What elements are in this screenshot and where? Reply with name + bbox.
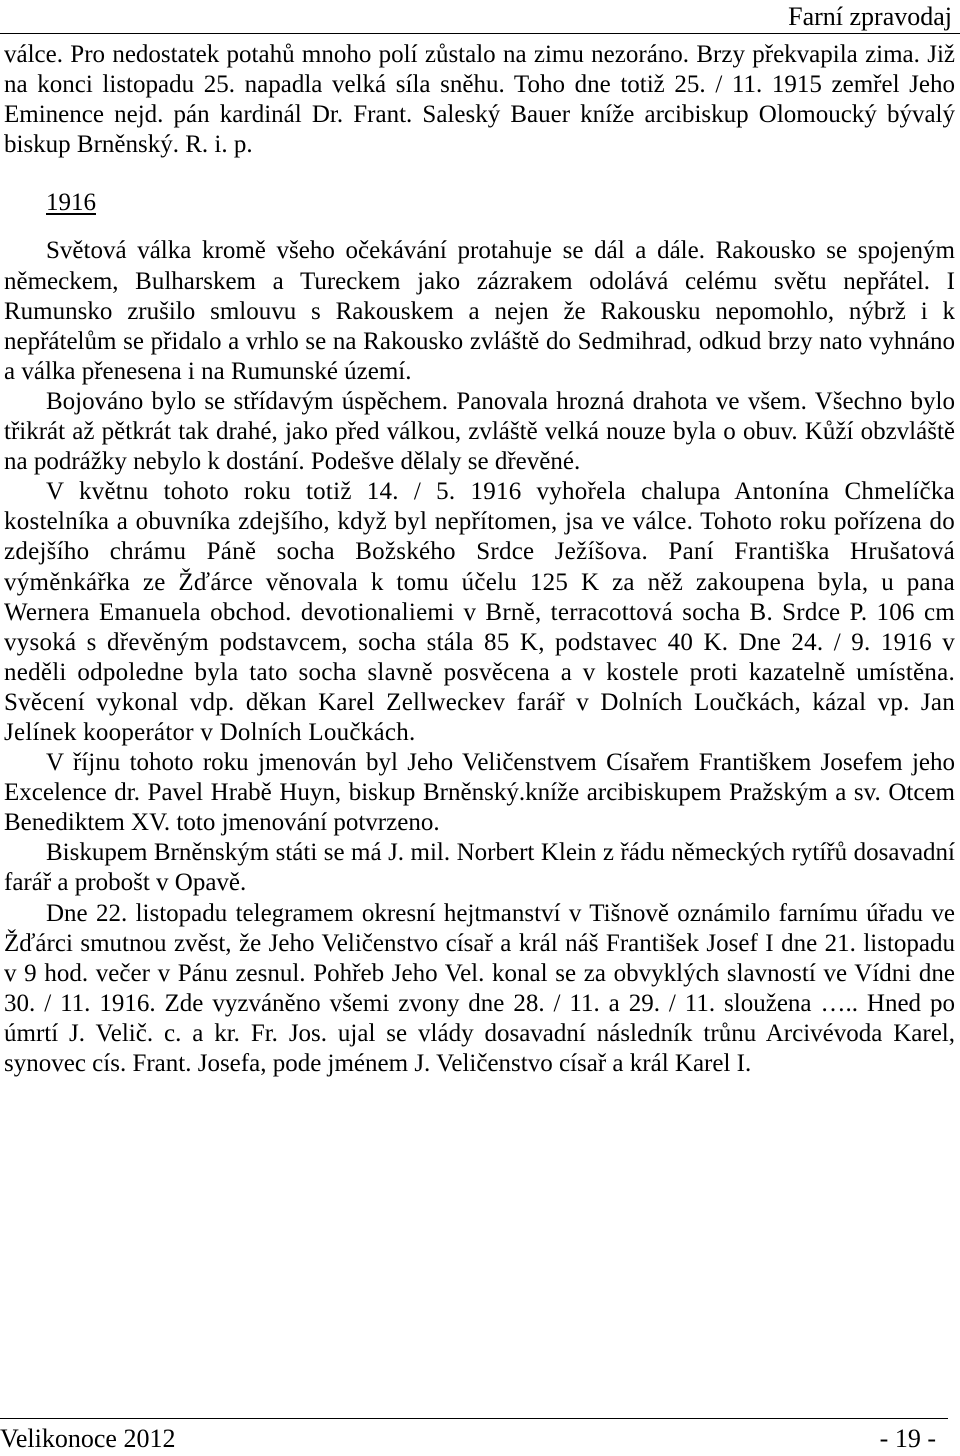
footer-rule: [0, 1418, 948, 1419]
paragraph-prices: Bojováno bylo se střídavým úspěchem. Panovala hrozná drahota ve všem. Všechno bylo třikrát až pětkrát tak drahé, jako před válkou, zvláště velká nouze byla o obuv. Kůží obzvláště na podrážky nebylo k dostání. Podešve dělaly se dřevěné.: [4, 387, 955, 476]
running-header: Farní zpravodaj: [788, 2, 952, 31]
paragraph-archbishop: V říjnu tohoto roku jmenován byl Jeho Veličenstvem Císařem Františkem Josefem jeho Excelence dr. Pavel Hrabě Huyn, biskup Brněnský.kníže arcibiskupem Pražským a sv. Otcem Benediktem XV. toto jmenování potvrzeno.: [4, 749, 955, 837]
paragraph-world-war: Světová válka kromě všeho očekávání protahuje se dál a dále. Rakousko se spojeným německem, Bulharskem a Tureckem jako zázrakem odolává celému světu nepřátel. I Rumunsko zrušilo smlouvu s Rakouskem a nejen že Rakousku nepomohlo, nýbrž i k nepřátelům se přidalo a vrhlo se na Rakousko zvláště do Sedmihrad, odkud brzy nato vyhnáno a válka přenesena i na Rumunské území.: [4, 237, 955, 385]
paragraph-bishop: Biskupem Brněnským státi se má J. mil. Norbert Klein z řádu německých rytířů dosavadní farář a probošt v Opavě.: [4, 839, 955, 897]
article-body: [4, 40, 955, 1079]
intro-paragraph: válce. Pro nedostatek potahů mnoho polí zůstalo na zimu nezoráno. Brzy překvapila zima. Již na konci listopadu 25. napadla velká síla sněhu. Toho dne totiž 25. / 11. 1915 zemřel Jeho Eminence nejd. pán kardinál Dr. Frant. Saleský Bauer kníže arcibiskup Olomoucký bývalý biskup Brněnský. R. i. p.: [4, 41, 955, 159]
year-heading: 1916: [46, 189, 96, 217]
page-number: - 19 -: [879, 1424, 936, 1453]
footer-issue: Velikonoce 2012: [0, 1424, 176, 1453]
paragraph-emperor: Dne 22. listopadu telegramem okresní hejtmanství v Tišnově oznámilo farnímu úřadu ve Žďárci smutnou zvěst, že Jeho Veličenstvo císař a král náš František Josef I dne 21. listopadu v 9 hod. večer v Pánu zesnul. Pohřeb Jeho Vel. konal se za obvyklých slavností ve Vídni dne 30. / 11. 1916. Zde vyzváněno všemi zvony dne 28. / 11. a 29. / 11. sloužena ….. Hned po úmrtí J. Velič. c. a kr. Fr. Jos. ujal se vlády dosavadní následník trůnu Arcivévoda Karel, synovec cís. Frant. Josefa, pode jménem J. Veličenstvo císař a král Karel I.: [4, 899, 955, 1077]
paragraph-statue: V květnu tohoto roku totiž 14. / 5. 1916 vyhořela chalupa Antonína Chmelíčka kostelníka a obuvníka zdejšího, když byl nepřítomen, jsa ve válce. Tohoto roku pořízena do zdejšího chrámu Páně socha Božského Srdce Ježíšova. Paní Františka Hrušatová výměnkářka ze Žďárce věnovala k tomu účelu 125 K za něž zakoupena byla, u pana Wernera Emanuela obchod. devotionaliemi v Brně, terracottová socha B. Srdce P. 106 cm vysoká s dřevěným podstavcem, socha stála 85 K, podstavec 40 K. Dne 24. / 9. 1916 v neděli odpoledne byla tato socha slavně posvěcena a v kostele proti kazatelně umístěna. Svěcení vykonal vdp. děkan Karel Zellweckev farář v Dolních Loučkách, kázal vp. Jan Jelínek kooperátor v Dolních Loučkách.: [4, 478, 955, 746]
header-rule: [0, 33, 960, 34]
